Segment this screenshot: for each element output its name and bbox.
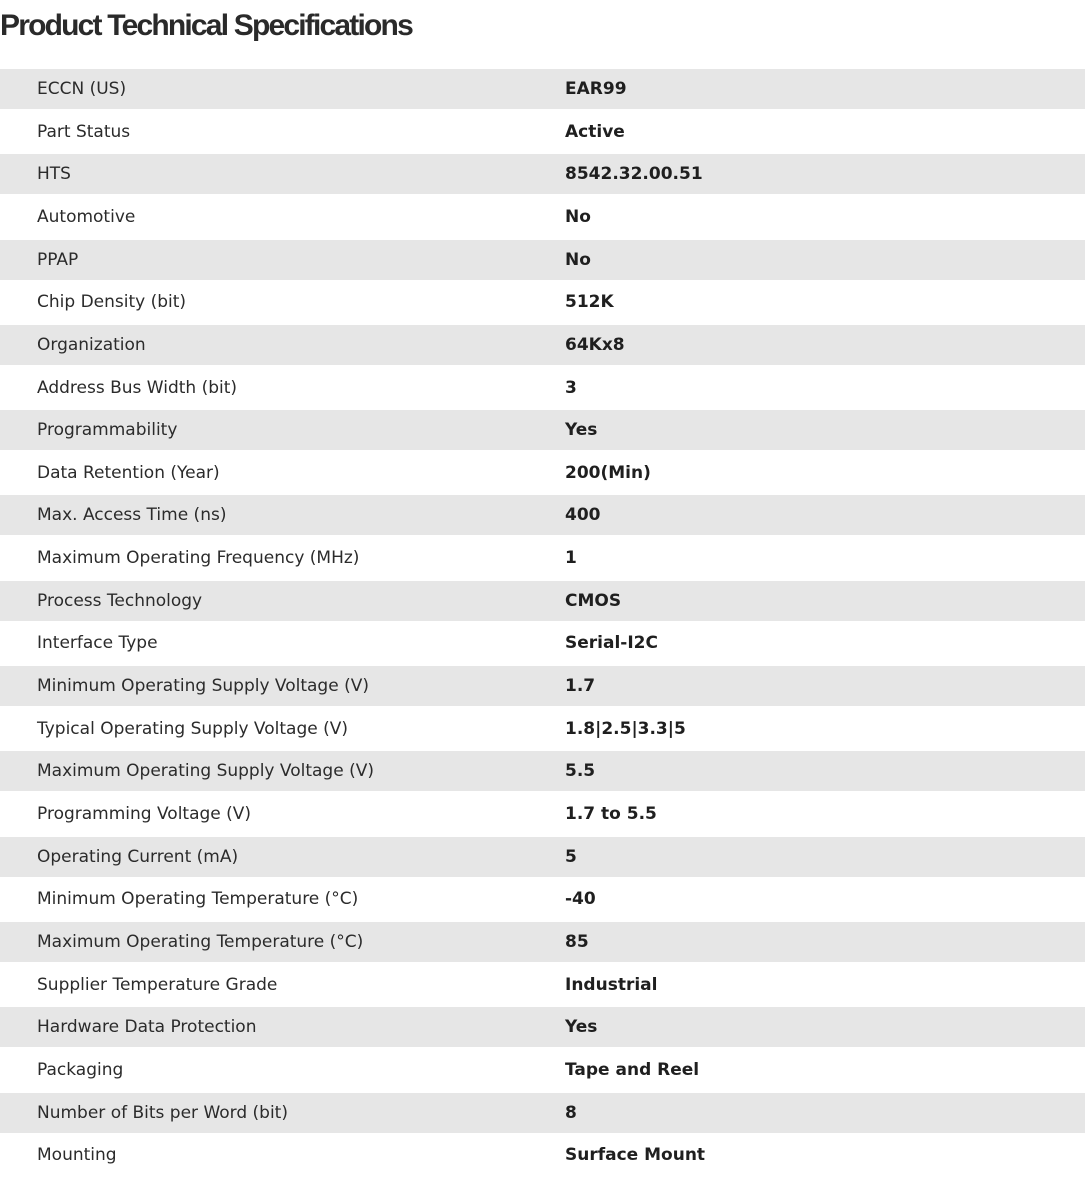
spec-value: 1.8|2.5|3.3|5 xyxy=(565,718,686,739)
spec-value: 400 xyxy=(565,505,601,526)
spec-row xyxy=(0,877,1085,922)
spec-label: HTS xyxy=(37,164,71,185)
spec-value: CMOS xyxy=(565,590,622,611)
spec-value: EAR99 xyxy=(565,79,627,99)
spec-value: Yes xyxy=(565,420,598,441)
spec-row xyxy=(0,1047,1085,1092)
spec-label: Hardware Data Protection xyxy=(37,1017,257,1038)
spec-row xyxy=(0,535,1085,580)
spec-label: PPAP xyxy=(37,249,79,270)
spec-row xyxy=(0,962,1085,1007)
spec-label: Data Retention (Year) xyxy=(37,462,220,483)
spec-row xyxy=(0,410,1085,450)
spec-value: 1 xyxy=(565,548,577,569)
spec-value: No xyxy=(565,249,591,270)
spec-value: 5.5 xyxy=(565,761,596,782)
spec-value: 8 xyxy=(565,1102,577,1123)
spec-value: No xyxy=(565,206,591,227)
spec-row xyxy=(0,706,1085,751)
spec-value: 3 xyxy=(565,377,577,398)
spec-label: Operating Current (mA) xyxy=(37,846,239,867)
spec-row xyxy=(0,837,1085,877)
spec-row xyxy=(0,109,1085,154)
spec-label: Minimum Operating Supply Voltage (V) xyxy=(37,676,369,697)
spec-label: Interface Type xyxy=(37,633,158,654)
spec-row xyxy=(0,922,1085,962)
spec-value: Serial-I2C xyxy=(565,633,658,654)
spec-label: Process Technology xyxy=(37,590,203,611)
spec-label: Part Status xyxy=(37,121,131,142)
spec-row xyxy=(0,666,1085,706)
spec-value: 512K xyxy=(565,292,614,313)
spec-value: 5 xyxy=(565,846,577,867)
spec-row xyxy=(0,751,1085,791)
spec-row xyxy=(0,365,1085,410)
spec-value: 200(Min) xyxy=(565,462,651,483)
spec-value: Yes xyxy=(565,1017,598,1038)
spec-value: 85 xyxy=(565,931,589,952)
spec-row xyxy=(0,194,1085,239)
spec-label: Maximum Operating Frequency (MHz) xyxy=(37,548,360,569)
spec-value: Active xyxy=(565,121,625,142)
spec-row xyxy=(0,325,1085,365)
spec-row xyxy=(0,240,1085,280)
spec-row xyxy=(0,581,1085,621)
spec-label: Chip Density (bit) xyxy=(37,292,187,313)
spec-label: Packaging xyxy=(37,1059,124,1080)
spec-value: 8542.32.00.51 xyxy=(565,164,703,185)
page-title: Product Technical Specifications xyxy=(0,9,412,42)
spec-value: 1.7 xyxy=(565,676,596,697)
spec-label: Maximum Operating Temperature (°C) xyxy=(37,931,364,952)
spec-label: Mounting xyxy=(37,1145,117,1166)
spec-row xyxy=(0,621,1085,666)
spec-value: Industrial xyxy=(565,974,658,995)
spec-label: Supplier Temperature Grade xyxy=(37,974,278,995)
spec-label: Typical Operating Supply Voltage (V) xyxy=(37,718,348,739)
spec-label: Organization xyxy=(37,334,146,355)
spec-row xyxy=(0,1133,1085,1178)
spec-row xyxy=(0,154,1085,194)
spec-row xyxy=(0,1007,1085,1047)
spec-value: 64Kx8 xyxy=(565,334,625,355)
spec-label: Number of Bits per Word (bit) xyxy=(37,1102,288,1123)
spec-row xyxy=(0,791,1085,836)
spec-label: Programmability xyxy=(37,420,178,441)
spec-label: Max. Access Time (ns) xyxy=(37,505,227,526)
spec-label: Minimum Operating Temperature (°C) xyxy=(37,889,359,910)
spec-label: Address Bus Width (bit) xyxy=(37,377,238,398)
spec-value: -40 xyxy=(565,889,596,910)
spec-value: 1.7 to 5.5 xyxy=(565,804,657,825)
spec-value: Tape and Reel xyxy=(565,1059,700,1080)
spec-label: ECCN (US) xyxy=(37,79,127,99)
spec-row xyxy=(0,280,1085,325)
spec-row xyxy=(0,450,1085,495)
spec-row xyxy=(0,69,1085,109)
spec-row xyxy=(0,495,1085,535)
spec-label: Maximum Operating Supply Voltage (V) xyxy=(37,761,374,782)
spec-row xyxy=(0,1093,1085,1133)
spec-label: Automotive xyxy=(37,206,136,227)
spec-table xyxy=(0,69,1085,1178)
spec-label: Programming Voltage (V) xyxy=(37,804,252,825)
spec-value: Surface Mount xyxy=(565,1145,706,1166)
